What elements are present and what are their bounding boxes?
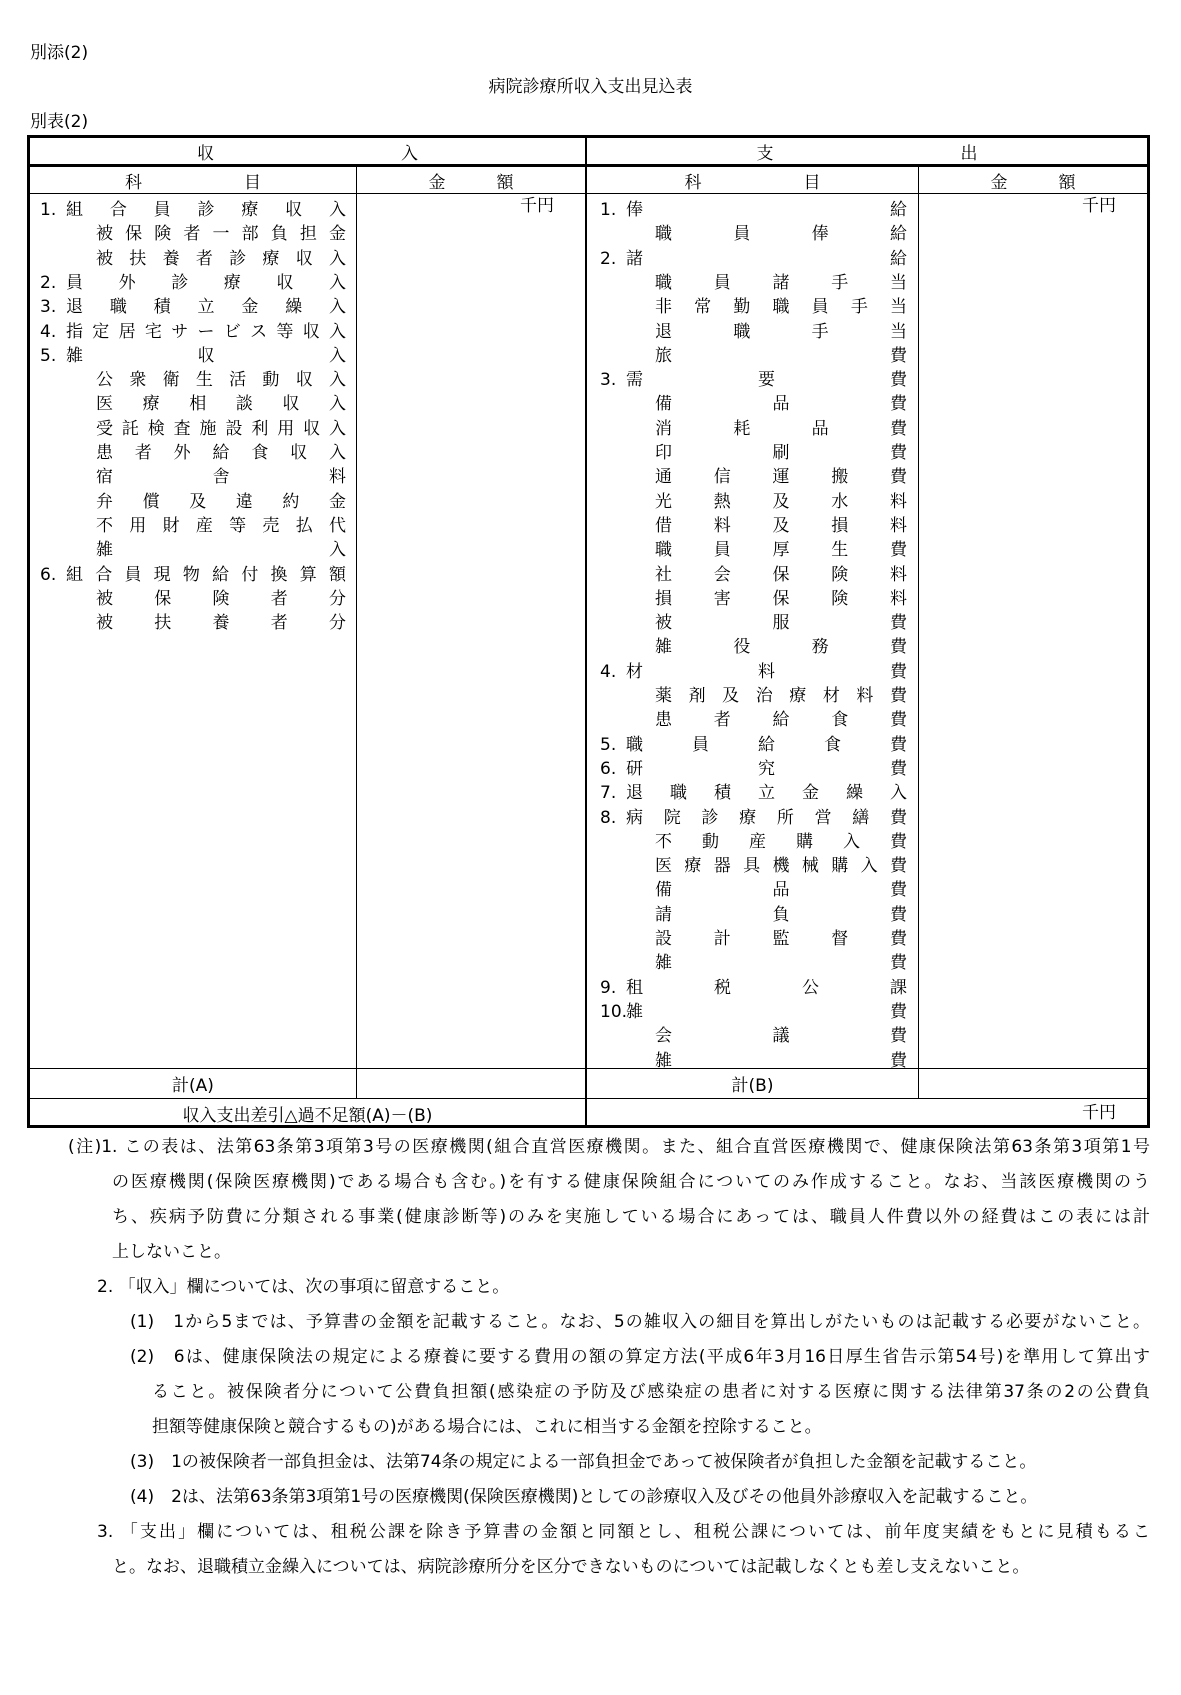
item-label: 備品費: [655, 880, 907, 901]
list-item: [40, 320, 346, 344]
list-item: [40, 271, 346, 295]
item-label: 不動産購入費: [655, 831, 907, 852]
note-line: ること。被保険者分について公費負担額(感染症の予防及び感染症の患者に対する医療に関する法律第37条の2の公費負: [152, 1382, 1150, 1402]
item-label: 組合員現物給付換算額: [66, 564, 346, 585]
item-label: 請負費: [655, 904, 907, 925]
expense-header: 支 出: [756, 143, 978, 164]
item-number: 1.: [600, 200, 617, 220]
balance-unit: 千円: [1082, 1103, 1116, 1123]
list-item: [600, 806, 907, 830]
list-item: [600, 951, 907, 975]
income-amount-header: 金 額: [428, 172, 514, 193]
item-number: 2.: [600, 248, 617, 269]
item-label: 医療相談収入: [96, 394, 346, 415]
list-item: [600, 344, 907, 368]
income-header: 収 入: [197, 143, 418, 164]
item-number: 9.: [600, 977, 617, 998]
list-item: [600, 903, 907, 927]
list-item: [40, 295, 346, 319]
list-item: [40, 587, 346, 611]
list-item: [600, 757, 907, 781]
list-item: [600, 320, 907, 344]
list-item: [600, 247, 907, 271]
note-line: (1) 1から5までは、予算書の金額を記載すること。なお、5の雑収入の細目を算出しがたいものは記載する必要がないこと。: [130, 1312, 1150, 1332]
item-label: 弁償及違約金: [96, 491, 346, 512]
attachment-label: 別添(2): [30, 43, 89, 63]
balance-label: 収入支出差引△過不足額(A)－(B): [182, 1106, 433, 1126]
item-label: 被保険者分: [96, 588, 346, 609]
list-item: [600, 1024, 907, 1048]
note-line: 担額等健康保険と競合するもの)がある場合には、これに相当する金額を控除すること。: [152, 1417, 822, 1437]
page-title: 病院診療所収入支出見込表: [488, 77, 693, 97]
item-label: 組合員診療収入: [66, 200, 346, 220]
divider: [918, 166, 919, 1098]
item-label: 雑費: [655, 1050, 907, 1071]
item-number: 10.: [600, 1001, 628, 1022]
list-item: [600, 1000, 907, 1024]
item-label: 雑収入: [66, 345, 346, 366]
total-a-amount[interactable]: [357, 1069, 585, 1098]
item-label: 設計監督費: [655, 929, 907, 949]
item-label: 雑費: [626, 1001, 907, 1022]
item-label: 社会保険料: [655, 564, 907, 585]
list-item: [600, 708, 907, 732]
item-label: 被扶養者診療収入: [96, 248, 346, 269]
item-label: 職員俸給: [655, 224, 907, 245]
list-item: [600, 222, 907, 246]
note-line: と。なお、退職積立金繰入については、病院診療所分を区分できないものについては記載しなくとも差し支えないこと。: [112, 1557, 1030, 1577]
note-line: (2) 6は、健康保険法の規定による療養に要する費用の額の算定方法(平成6年3月16日厚生省告示第54号)を準用して算出す: [130, 1347, 1150, 1367]
expense-item-header: 科 目: [684, 172, 821, 193]
list-item: [40, 441, 346, 465]
income-item-header: 科 目: [125, 172, 261, 193]
item-label: 職員諸手当: [655, 272, 907, 293]
list-item: [600, 611, 907, 635]
list-item: [600, 441, 907, 465]
item-number: 6.: [600, 758, 617, 779]
list-item: [40, 417, 346, 441]
item-number: 5.: [40, 345, 57, 366]
list-item: [40, 465, 346, 489]
item-label: 被扶養者分: [96, 613, 346, 634]
list-item: [600, 368, 907, 392]
note-line: (注)1. この表は、法第63条第3項第3号の医療機関(組合直営医療機関。また、組合直営医療機関で、健康保険法第63条第3項第1号: [68, 1137, 1150, 1157]
list-item: [600, 271, 907, 295]
item-label: 俸給: [626, 200, 907, 220]
item-number: 4.: [40, 321, 57, 342]
item-label: 職員厚生費: [655, 540, 907, 561]
list-item: [40, 538, 346, 562]
item-label: 通信運搬費: [655, 467, 907, 488]
item-label: 薬剤及治療材料費: [655, 686, 907, 706]
item-label: 不用財産等売払代: [96, 515, 346, 536]
item-label: 雑入: [96, 540, 346, 561]
item-label: 員外診療収入: [66, 272, 346, 293]
list-item: [600, 733, 907, 757]
item-label: 需要費: [626, 370, 907, 391]
list-item: [40, 514, 346, 538]
note-line: (4) 2は、法第63条第3項第1号の医療機関(保険医療機関)としての診療収入及びその他員外診療収入を記載すること。: [130, 1487, 1038, 1507]
list-item: [600, 854, 907, 878]
item-number: 2.: [40, 272, 57, 293]
item-number: 8.: [600, 807, 617, 828]
item-label: 研究費: [626, 758, 907, 779]
note-line: (3) 1の被保険者一部負担金は、法第74条の規定による一部負担金であって被保険者が負担した金額を記載すること。: [130, 1452, 1037, 1472]
item-number: 6.: [40, 564, 57, 585]
divider: [356, 166, 357, 1098]
list-item: [600, 563, 907, 587]
list-item: [600, 976, 907, 1000]
list-item: [600, 927, 907, 951]
note-line: 3. 「支出」欄については、租税公課を除き予算書の金額と同額とし、租税公課については、前年度実績をもとに見積もるこ: [97, 1522, 1150, 1542]
item-label: 被保険者一部負担金: [96, 224, 346, 245]
list-item: [600, 781, 907, 805]
income-expense-table: [27, 135, 1150, 1128]
item-label: 医療器具機械購入費: [655, 856, 907, 877]
item-label: 退職積立金繰入: [626, 783, 907, 804]
list-item: [600, 514, 907, 538]
list-item: [40, 490, 346, 514]
list-item: [600, 684, 907, 708]
income-unit: 千円: [520, 196, 554, 216]
item-number: 3.: [40, 297, 57, 318]
item-label: 指定居宅サービス等収入: [66, 321, 346, 342]
item-label: 患者給食費: [655, 710, 907, 731]
item-label: 備品費: [655, 394, 907, 415]
list-item: [600, 660, 907, 684]
item-label: 会議費: [655, 1026, 907, 1047]
item-label: 受託検査施設利用収入: [96, 418, 346, 439]
divider: [585, 138, 587, 1125]
item-label: 光熱及水料: [655, 491, 907, 512]
item-label: 雑費: [655, 953, 907, 974]
list-item: [40, 563, 346, 587]
table-label: 別表(2): [30, 112, 89, 132]
item-label: 租税公課: [626, 977, 907, 998]
total-a-label: 計(A): [172, 1076, 214, 1096]
item-label: 雑役務費: [655, 637, 907, 658]
list-item: [600, 830, 907, 854]
item-label: 病院診療所営繕費: [626, 807, 907, 828]
item-label: 消耗品費: [655, 418, 907, 439]
total-b-amount[interactable]: [919, 1069, 1147, 1098]
list-item: [40, 392, 346, 416]
item-label: 宿舎料: [96, 467, 346, 488]
list-item: [600, 538, 907, 562]
item-number: 4.: [600, 661, 617, 682]
item-label: 印刷費: [655, 443, 907, 463]
list-item: [600, 878, 907, 902]
list-item: [600, 587, 907, 611]
item-label: 旅費: [655, 345, 907, 366]
item-label: 被服費: [655, 613, 907, 634]
list-item: [40, 611, 346, 635]
item-number: 1.: [40, 200, 57, 220]
item-label: 患者外給食収入: [96, 443, 346, 463]
list-item: [40, 198, 346, 222]
list-item: [40, 222, 346, 246]
item-label: 材料費: [626, 661, 907, 682]
list-item: [600, 198, 907, 222]
list-item: [600, 295, 907, 319]
item-label: 借料及損料: [655, 515, 907, 536]
list-item: [40, 247, 346, 271]
item-label: 職員給食費: [626, 734, 907, 755]
item-label: 退職手当: [655, 321, 907, 342]
note-line: の医療機関(保険医療機関)である場合も含む。)を有する健康保険組合についてのみ作成すること。なお、当該医療機関のう: [112, 1172, 1150, 1192]
item-label: 非常勤職員手当: [655, 297, 907, 318]
list-item: [600, 635, 907, 659]
expense-amount-header: 金 額: [990, 172, 1076, 193]
item-number: 7.: [600, 783, 617, 804]
divider: [30, 193, 1147, 194]
list-item: [600, 490, 907, 514]
note-line: ち、疾病予防費に分類される事業(健康診断等)のみを実施している場合にあっては、職員人件費以外の経費はこの表には計: [112, 1207, 1150, 1227]
note-line: 上しないこと。: [112, 1242, 231, 1262]
note-line: 2. 「収入」欄については、次の事項に留意すること。: [97, 1277, 510, 1297]
item-number: 5.: [600, 734, 617, 755]
item-label: 退職積立金繰入: [66, 297, 346, 318]
list-item: [600, 392, 907, 416]
item-label: 損害保険料: [655, 588, 907, 609]
list-item: [600, 417, 907, 441]
total-b-label: 計(B): [731, 1076, 774, 1096]
item-label: 諸給: [626, 248, 907, 269]
list-item: [40, 368, 346, 392]
item-number: 3.: [600, 370, 617, 391]
list-item: [600, 465, 907, 489]
list-item: [40, 344, 346, 368]
expense-unit: 千円: [1082, 196, 1116, 216]
item-label: 公衆衛生活動収入: [96, 370, 346, 391]
